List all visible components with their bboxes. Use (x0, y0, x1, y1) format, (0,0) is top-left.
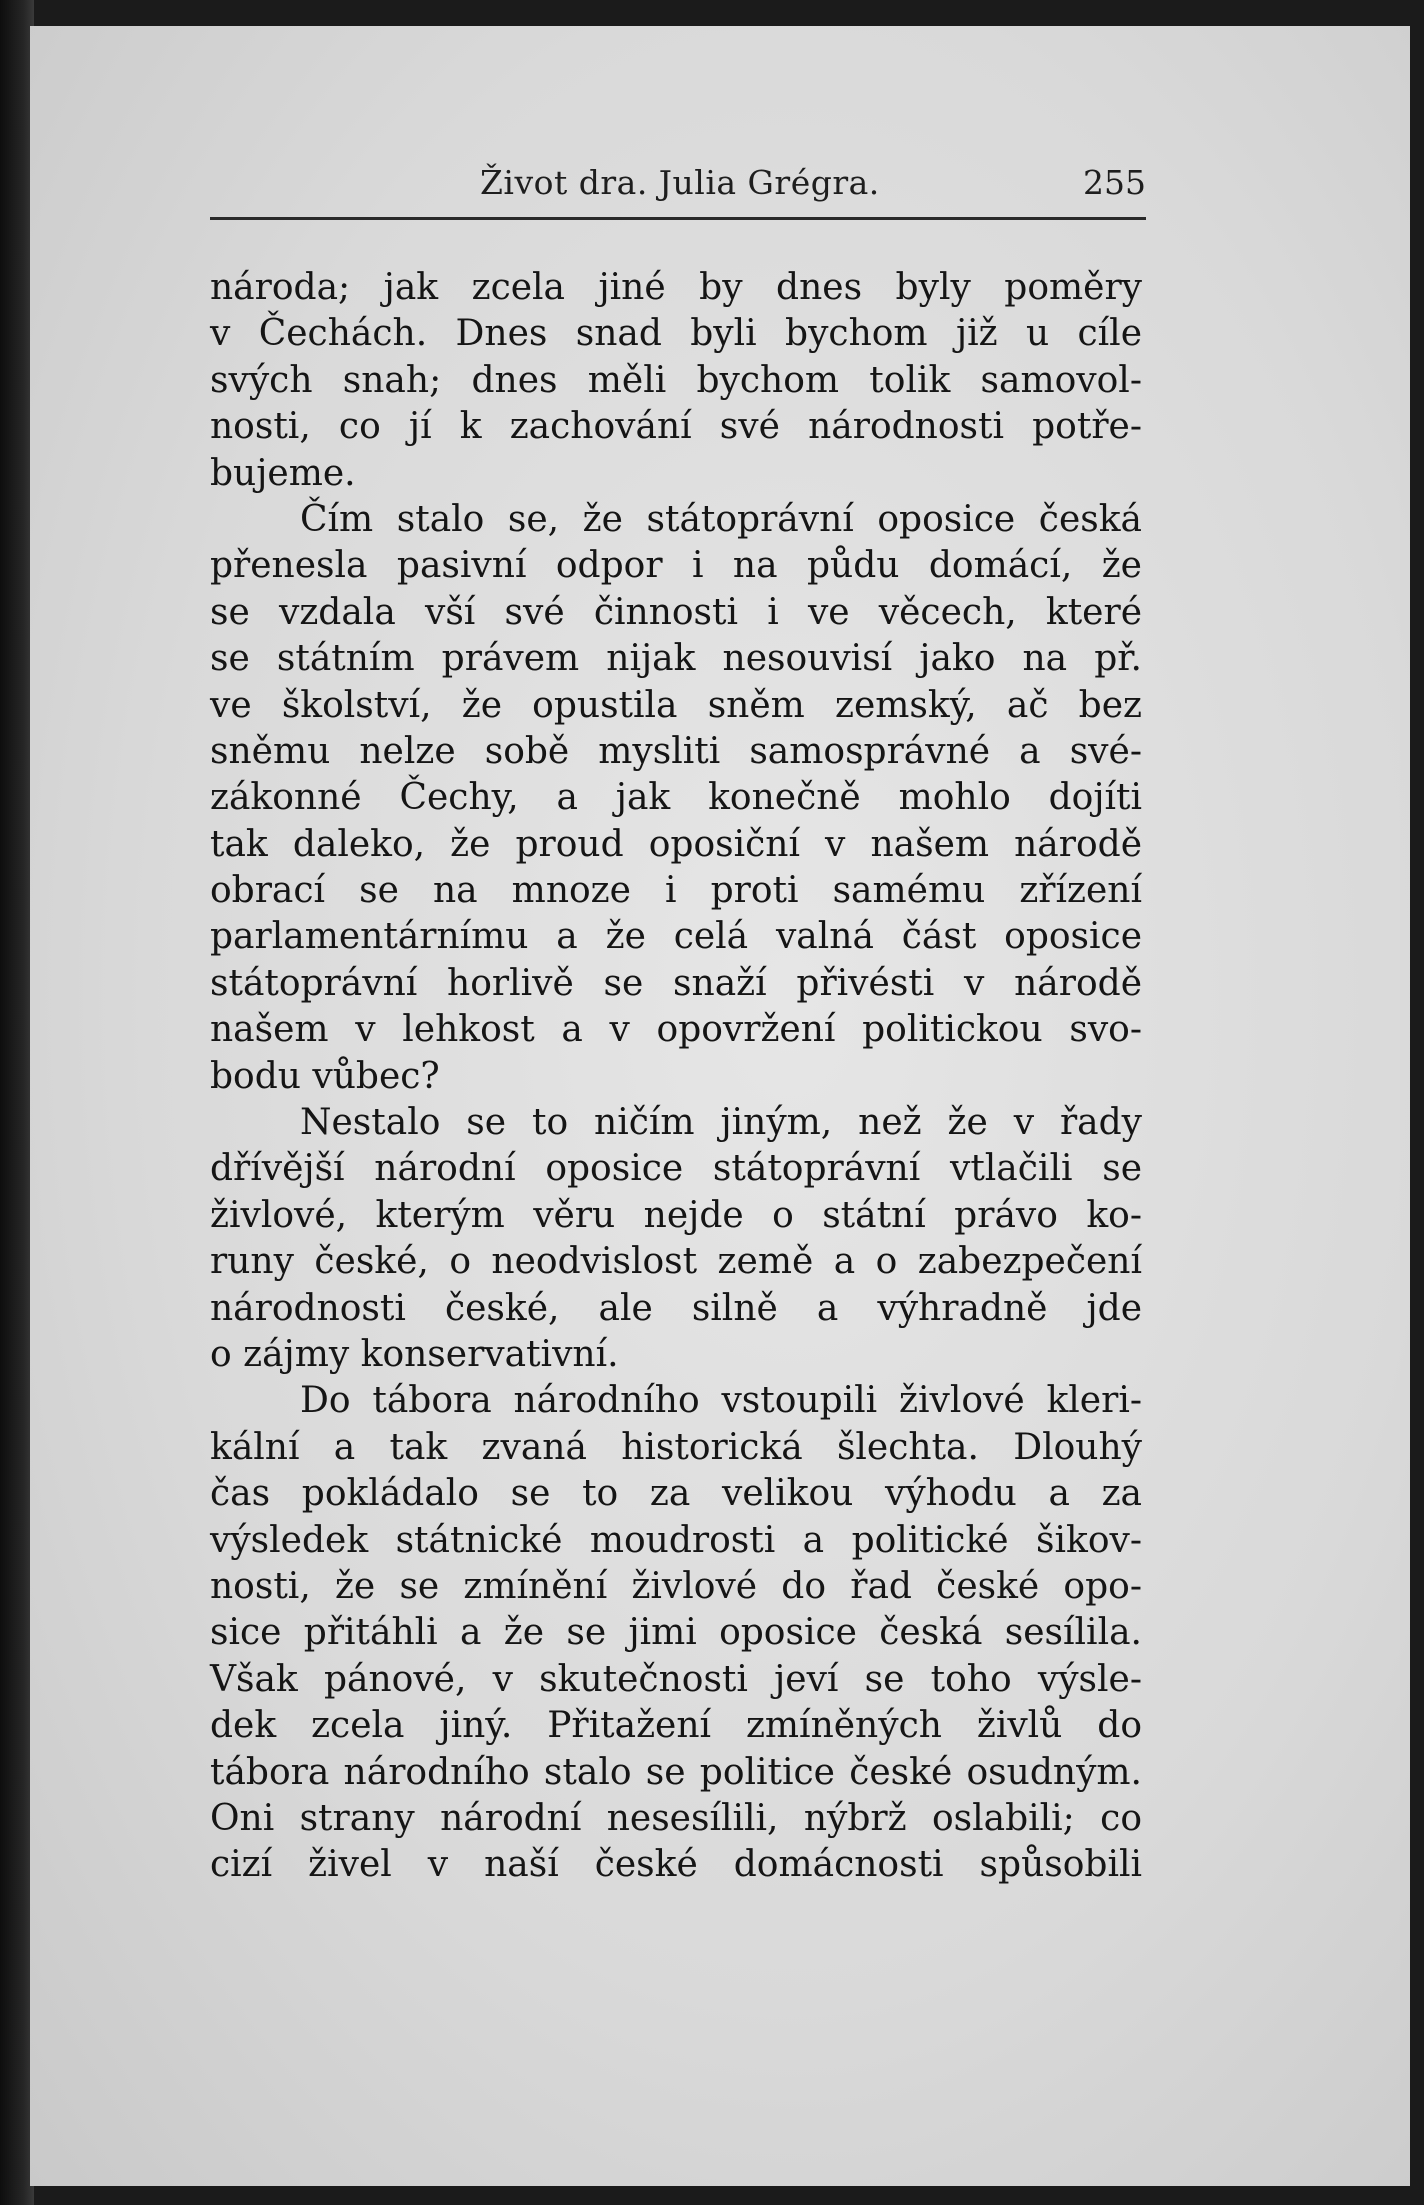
text-line: nosti, co jí k zachování své národnosti potře- (210, 406, 1142, 448)
text-line: národnosti české, ale silně a výhradně jde (210, 1287, 1142, 1329)
text-line: se vzdala vší své činnosti i ve věcech, které (210, 591, 1142, 633)
text-line: čas pokládalo se to za velikou výhodu a za (210, 1473, 1142, 1515)
text-line: tak daleko, že proud oposiční v našem národě (210, 823, 1142, 865)
text-line: kální a tak zvaná historická šlechta. Dlouhý (210, 1426, 1142, 1468)
text-line: dřívější národní oposice státoprávní vtlačili se (210, 1148, 1142, 1190)
text-line: svých snah; dnes měli bychom tolik samovol- (210, 359, 1142, 401)
text-line: živlové, kterým věru nejde o státní právo ko- (210, 1194, 1142, 1236)
text-line: parlamentárnímu a že celá valná část oposice (210, 916, 1142, 958)
text-line: tábora národního stalo se politice české osudným. (210, 1751, 1142, 1793)
text-line: dek zcela jiný. Přitažení zmíněných živlů do (210, 1705, 1142, 1747)
text-line: Čím stalo se, že státoprávní oposice česká (300, 498, 1142, 540)
text-line: cizí živel v naší české domácnosti spůsobili (210, 1844, 1142, 1886)
page-header (210, 163, 1146, 220)
binding-shadow (0, 0, 34, 2205)
text-line: runy české, o neodvislost země a o zabezpečení (210, 1241, 1142, 1283)
text-line: nosti, že se zmínění živlové do řad české opo- (210, 1565, 1142, 1607)
running-title: Život dra. Julia Grégra. (480, 163, 880, 202)
text-line: výsledek státnické moudrosti a politické šikov- (210, 1519, 1142, 1561)
text-line: bujeme. (210, 452, 356, 494)
text-line: Do tábora národního vstoupili živlové kleri- (300, 1380, 1142, 1422)
text-line: v Čechách. Dnes snad byli bychom již u cíle (210, 313, 1142, 355)
text-line: Však pánové, v skutečnosti jeví se toho výsle- (210, 1658, 1142, 1700)
text-line: sice přitáhli a že se jimi oposice česká sesílila. (210, 1612, 1142, 1654)
text-line: ve školství, že opustila sněm zemský, ač bez (210, 684, 1142, 726)
text-line: sněmu nelze sobě mysliti samosprávné a své- (210, 730, 1142, 772)
text-line: státoprávní horlivě se snaží přivésti v národě (210, 962, 1142, 1004)
text-line: obrací se na mnoze i proti samému zřízení (210, 870, 1142, 912)
text-line: národa; jak zcela jiné by dnes byly poměry (210, 267, 1142, 308)
text-line: přenesla pasivní odpor i na půdu domácí, že (210, 545, 1142, 587)
text-line: Oni strany národní nesesílili, nýbrž oslabili; co (210, 1797, 1142, 1839)
text-line: o zájmy konservativní. (210, 1333, 619, 1375)
text-line: se státním právem nijak nesouvisí jako na př. (210, 638, 1142, 680)
text-line: zákonné Čechy, a jak konečně mohlo dojíti (210, 777, 1142, 819)
body-text (210, 265, 1142, 1889)
text-line: Nestalo se to ničím jiným, než že v řady (300, 1102, 1142, 1144)
text-line: bodu vůbec? (210, 1055, 440, 1097)
page-number: 255 (1083, 163, 1146, 202)
text-line: našem v lehkost a v opovržení politickou svo- (210, 1009, 1142, 1051)
